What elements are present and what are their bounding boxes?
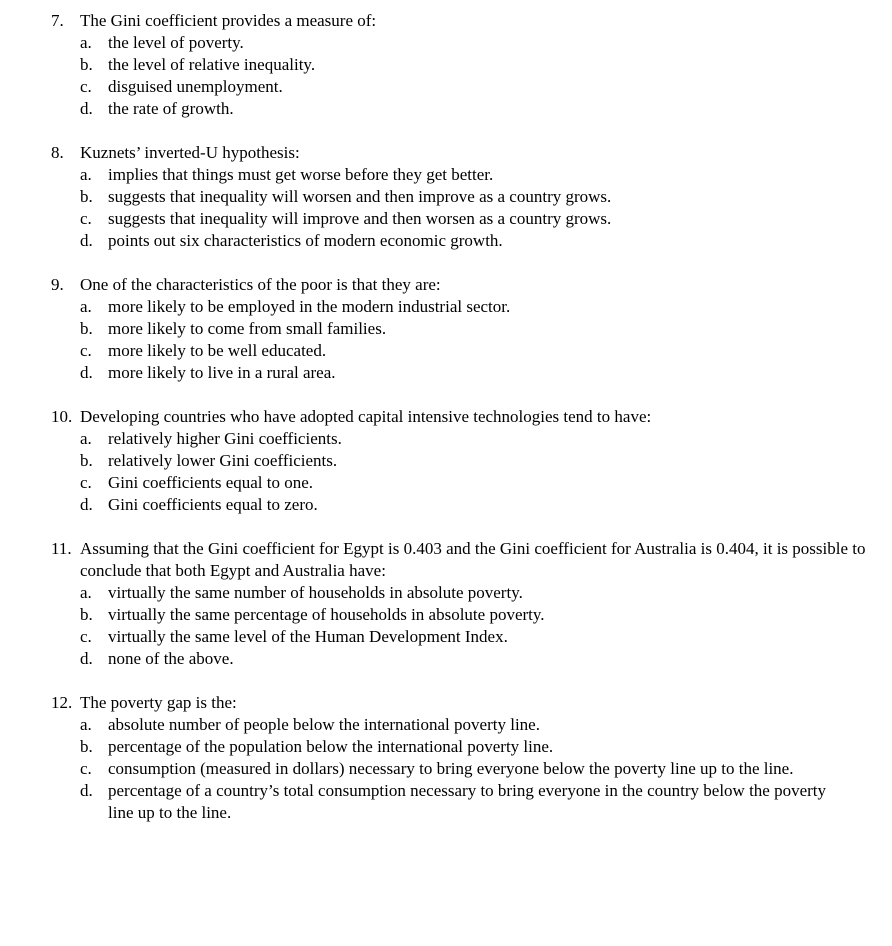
question-number: 7. (51, 11, 64, 30)
option-b (0, 736, 892, 758)
option-text: the rate of growth. (108, 99, 234, 118)
option-c (0, 208, 892, 230)
question-text: Assuming that the Gini coefficient for Egypt is 0.403 and the Gini coefficient for Australia is 0.404, it is possible to conclude that both Egypt and Australia have: (80, 539, 866, 580)
option-letter: d. (80, 649, 93, 668)
option-text: more likely to be well educated. (108, 341, 327, 360)
option-text: implies that things must get worse before they get better. (108, 165, 494, 184)
option-text: Gini coefficients equal to zero. (108, 495, 318, 514)
question-number: 9. (51, 275, 64, 294)
option-d (0, 98, 892, 120)
option-letter: b. (80, 605, 93, 624)
option-d (0, 780, 892, 824)
option-a (0, 428, 892, 450)
option-c (0, 340, 892, 362)
question-stem (0, 538, 892, 582)
option-letter: c. (80, 627, 92, 646)
question-number: 12. (51, 693, 73, 712)
option-letter: b. (80, 55, 93, 74)
option-a (0, 32, 892, 54)
question-list (0, 10, 892, 846)
option-text: virtually the same level of the Human Development Index. (108, 627, 508, 646)
question-stem (0, 10, 892, 32)
option-text: more likely to come from small families. (108, 319, 387, 338)
option-text: none of the above. (108, 649, 234, 668)
option-text: disguised unemployment. (108, 77, 283, 96)
option-text: consumption (measured in dollars) necessary to bring everyone below the poverty line up to the line. (108, 759, 794, 778)
option-letter: d. (80, 231, 93, 250)
option-text: more likely to be employed in the modern industrial sector. (108, 297, 511, 316)
option-text: virtually the same percentage of households in absolute poverty. (108, 605, 545, 624)
option-letter: a. (80, 583, 92, 602)
question-8 (0, 142, 892, 252)
option-letter: a. (80, 429, 92, 448)
option-letter: a. (80, 165, 92, 184)
option-letter: a. (80, 715, 92, 734)
option-text: Gini coefficients equal to one. (108, 473, 314, 492)
option-letter: b. (80, 187, 93, 206)
option-text: suggests that inequality will worsen and then improve as a country grows. (108, 187, 612, 206)
option-letter: c. (80, 209, 92, 228)
question-stem (0, 406, 892, 428)
option-text: relatively higher Gini coefficients. (108, 429, 342, 448)
option-text: the level of poverty. (108, 33, 244, 52)
option-a (0, 582, 892, 604)
question-text: Developing countries who have adopted capital intensive technologies tend to have: (80, 407, 652, 426)
question-stem (0, 274, 892, 296)
option-d (0, 230, 892, 252)
question-number: 11. (51, 539, 72, 558)
question-7 (0, 10, 892, 120)
question-number: 8. (51, 143, 64, 162)
option-c (0, 626, 892, 648)
option-letter: c. (80, 473, 92, 492)
option-a (0, 296, 892, 318)
option-text: relatively lower Gini coefficients. (108, 451, 338, 470)
option-b (0, 54, 892, 76)
option-text: more likely to live in a rural area. (108, 363, 336, 382)
question-12 (0, 692, 892, 824)
option-text: the level of relative inequality. (108, 55, 316, 74)
option-c (0, 758, 892, 780)
option-letter: a. (80, 297, 92, 316)
question-text: The poverty gap is the: (80, 693, 237, 712)
option-letter: a. (80, 33, 92, 52)
option-text: percentage of a country’s total consumption necessary to bring everyone in the country below the poverty line up to the line. (108, 781, 827, 822)
option-letter: c. (80, 77, 92, 96)
option-b (0, 186, 892, 208)
question-text: The Gini coefficient provides a measure of: (80, 11, 377, 30)
option-a (0, 164, 892, 186)
option-letter: d. (80, 495, 93, 514)
question-stem (0, 692, 892, 714)
question-9 (0, 274, 892, 384)
option-letter: c. (80, 341, 92, 360)
option-b (0, 604, 892, 626)
option-a (0, 714, 892, 736)
option-c (0, 472, 892, 494)
option-letter: c. (80, 759, 92, 778)
option-d (0, 648, 892, 670)
option-letter: d. (80, 99, 93, 118)
question-10 (0, 406, 892, 516)
option-text: percentage of the population below the international poverty line. (108, 737, 554, 756)
option-text: points out six characteristics of modern economic growth. (108, 231, 503, 250)
question-number: 10. (51, 407, 73, 426)
option-d (0, 494, 892, 516)
question-11 (0, 538, 892, 670)
option-b (0, 318, 892, 340)
option-text: absolute number of people below the international poverty line. (108, 715, 540, 734)
option-text: virtually the same number of households in absolute poverty. (108, 583, 523, 602)
question-text: One of the characteristics of the poor is that they are: (80, 275, 441, 294)
question-text: Kuznets’ inverted-U hypothesis: (80, 143, 300, 162)
option-text: suggests that inequality will improve and then worsen as a country grows. (108, 209, 612, 228)
option-letter: b. (80, 737, 93, 756)
option-c (0, 76, 892, 98)
option-letter: d. (80, 363, 93, 382)
option-letter: b. (80, 319, 93, 338)
option-d (0, 362, 892, 384)
option-letter: d. (80, 781, 93, 800)
option-letter: b. (80, 451, 93, 470)
question-stem (0, 142, 892, 164)
option-b (0, 450, 892, 472)
